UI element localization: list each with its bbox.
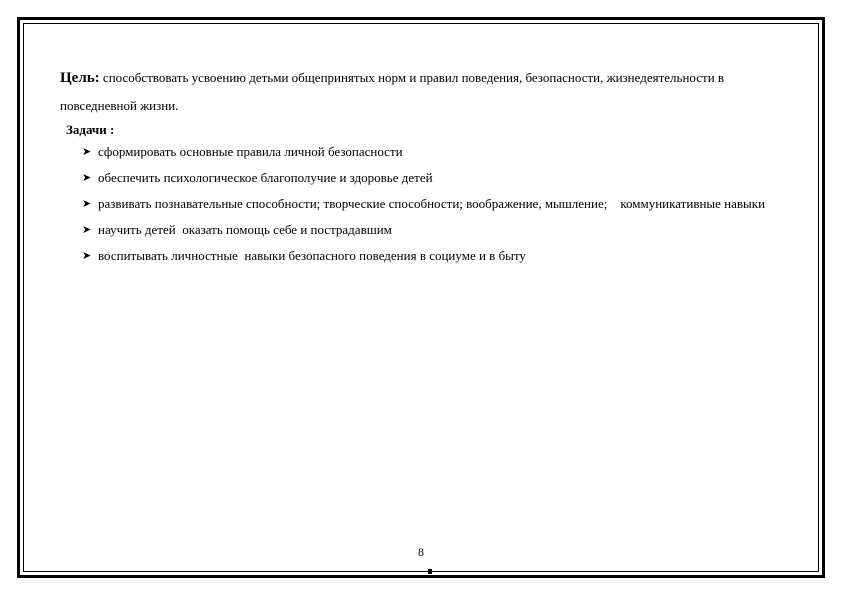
tasks-heading: Задачи : — [66, 122, 115, 137]
task-text: обеспечить психологическое благополучие и здоровье детей — [98, 170, 433, 185]
goal-label: Цель: — [60, 70, 100, 86]
task-item — [82, 191, 782, 217]
task-item — [82, 165, 782, 191]
page-number: 8 — [418, 545, 424, 559]
arrowhead-bullet-icon: ➤ — [82, 145, 92, 158]
task-item — [82, 139, 782, 165]
task-item — [82, 243, 782, 269]
arrowhead-bullet-icon: ➤ — [82, 171, 92, 184]
task-text: сформировать основные правила личной безопасности — [98, 144, 403, 159]
page-number-mark — [428, 569, 432, 574]
task-text: развивать познавательные способности; творческие способности; воображение, мышление; коммуникативные навыки — [98, 196, 766, 211]
task-text: научить детей оказать помощь себе и пострадавшим — [98, 222, 392, 237]
tasks-list — [82, 139, 782, 269]
goal-paragraph — [60, 64, 780, 120]
arrowhead-bullet-icon: ➤ — [82, 223, 92, 236]
task-text: воспитывать личностные навыки безопасного поведения в социуме и в быту — [98, 248, 526, 263]
goal-text: способствовать усвоению детьми общепринятых норм и правил поведения, безопасности, жизнедеятельности в повседневной жизни. — [60, 70, 725, 113]
arrowhead-bullet-icon: ➤ — [82, 249, 92, 262]
arrowhead-bullet-icon: ➤ — [82, 197, 92, 210]
task-item — [82, 217, 782, 243]
